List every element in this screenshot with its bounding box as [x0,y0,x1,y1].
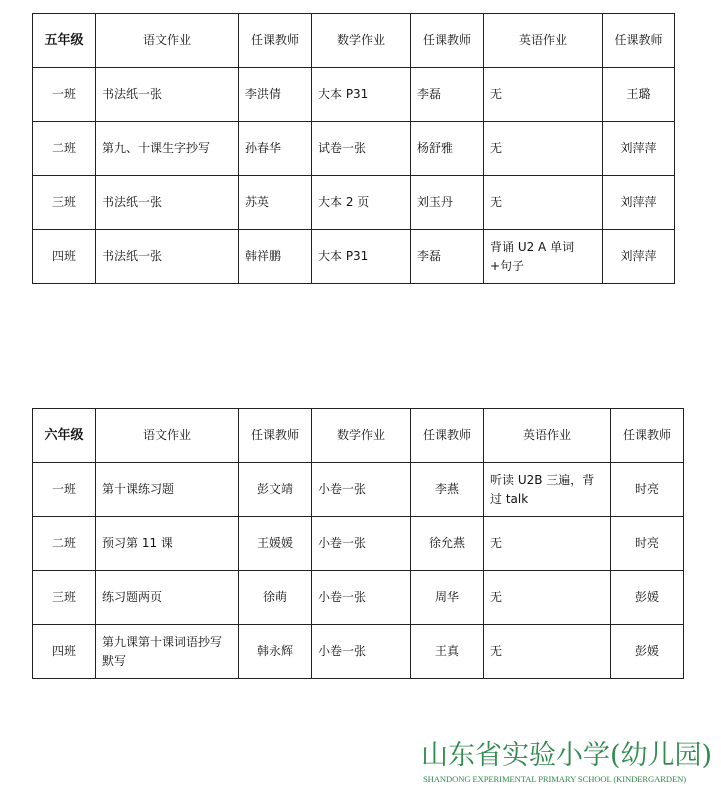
school-logo [421,739,716,789]
english-teacher: 彭媛 [611,625,684,679]
header-english-homework: 英语作业 [484,14,603,68]
table-row [33,68,675,122]
class-label: 三班 [33,571,96,625]
chinese-homework: 预习第 11 课 [96,517,239,571]
math-homework: 小卷一张 [312,625,411,679]
chinese-teacher: 彭文靖 [239,463,312,517]
header-math-homework: 数学作业 [312,14,411,68]
math-teacher: 刘玉丹 [411,176,484,230]
math-homework: 小卷一张 [312,463,411,517]
chinese-homework: 第十课练习题 [96,463,239,517]
table-row [33,625,684,679]
chinese-homework: 第九、十课生字抄写 [96,122,239,176]
table-row [33,517,684,571]
header-teacher: 任课教师 [239,14,312,68]
english-teacher: 时亮 [611,517,684,571]
english-homework: 背诵 U2 A 单词+句子 [484,230,603,284]
chinese-homework: 书法纸一张 [96,230,239,284]
grade6-homework-table [32,408,684,679]
english-homework: 无 [484,68,603,122]
math-teacher: 李磊 [411,230,484,284]
chinese-homework: 练习题两页 [96,571,239,625]
class-label: 二班 [33,517,96,571]
table-row [33,176,675,230]
english-homework: 无 [484,571,611,625]
header-teacher: 任课教师 [239,409,312,463]
grade-label: 六年级 [33,409,96,463]
class-label: 四班 [33,625,96,679]
english-teacher: 时亮 [611,463,684,517]
chinese-teacher: 王媛媛 [239,517,312,571]
header-teacher: 任课教师 [603,14,675,68]
class-label: 一班 [33,68,96,122]
chinese-homework: 书法纸一张 [96,68,239,122]
header-teacher: 任课教师 [411,409,484,463]
school-name-cn: 山东省实验小学(幼儿园) [421,740,713,771]
math-teacher: 周华 [411,571,484,625]
math-homework: 试卷一张 [312,122,411,176]
class-label: 二班 [33,122,96,176]
class-label: 四班 [33,230,96,284]
math-homework: 大本 2 页 [312,176,411,230]
header-english-homework: 英语作业 [484,409,611,463]
grade5-homework-table [32,13,675,284]
chinese-teacher: 李洪倩 [239,68,312,122]
english-teacher: 刘萍萍 [603,122,675,176]
chinese-teacher: 徐萌 [239,571,312,625]
math-homework: 大本 P31 [312,230,411,284]
math-teacher: 李磊 [411,68,484,122]
class-label: 一班 [33,463,96,517]
header-teacher: 任课教师 [411,14,484,68]
math-homework: 小卷一张 [312,517,411,571]
chinese-teacher: 苏英 [239,176,312,230]
header-chinese-homework: 语文作业 [96,14,239,68]
math-homework: 小卷一张 [312,571,411,625]
table-header-row [33,409,684,463]
chinese-teacher: 孙春华 [239,122,312,176]
header-math-homework: 数学作业 [312,409,411,463]
english-homework: 无 [484,122,603,176]
chinese-teacher: 韩祥鹏 [239,230,312,284]
english-teacher: 刘萍萍 [603,230,675,284]
math-teacher: 李燕 [411,463,484,517]
class-label: 三班 [33,176,96,230]
english-homework: 听读 U2B 三遍，背过 talk [484,463,611,517]
math-teacher: 杨舒雅 [411,122,484,176]
english-teacher: 刘萍萍 [603,176,675,230]
table-header-row [33,14,675,68]
math-homework: 大本 P31 [312,68,411,122]
table-row [33,122,675,176]
table-row [33,230,675,284]
chinese-homework: 第九课第十课词语抄写默写 [96,625,239,679]
english-teacher: 王璐 [603,68,675,122]
header-chinese-homework: 语文作业 [96,409,239,463]
chinese-teacher: 韩永辉 [239,625,312,679]
chinese-homework: 书法纸一张 [96,176,239,230]
english-homework: 无 [484,517,611,571]
english-homework: 无 [484,625,611,679]
header-teacher: 任课教师 [611,409,684,463]
math-teacher: 徐允燕 [411,517,484,571]
table-row [33,571,684,625]
english-homework: 无 [484,176,603,230]
table-row [33,463,684,517]
school-name-en: SHANDONG EXPERIMENTAL PRIMARY SCHOOL (KINDERGARDEN) [423,774,687,784]
english-teacher: 彭媛 [611,571,684,625]
math-teacher: 王真 [411,625,484,679]
grade-label: 五年级 [33,14,96,68]
